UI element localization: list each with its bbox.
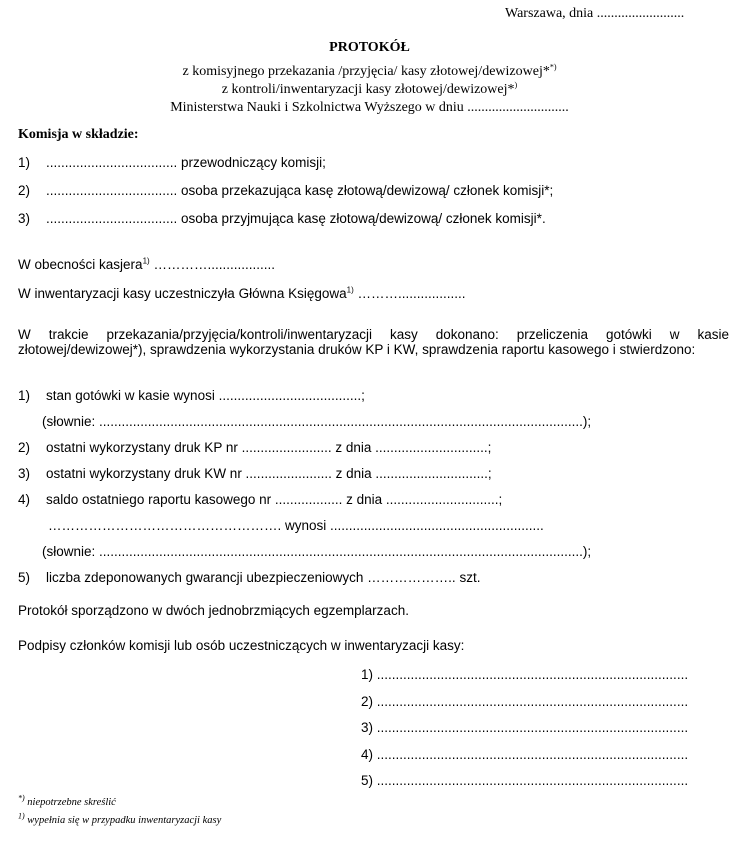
finding-2-text: ostatni wykorzystany druk KP nr ........................ z dnia ..............................; <box>46 440 492 455</box>
commission-heading: Komisja w składzie: <box>18 127 139 142</box>
accountant-label: W inwentaryzacji kasy uczestniczyła Główna Księgowa <box>18 286 347 301</box>
finding-4 <box>18 492 738 510</box>
finding-1-number: 1) <box>18 388 31 403</box>
subtitle-line-2-sup: ) <box>514 80 518 90</box>
subtitle-line-1 <box>0 64 739 80</box>
footnote-1-mark: *) <box>18 793 25 803</box>
signature-line-5: 5) ................................................................................... <box>361 773 689 788</box>
finding-2-number: 2) <box>18 440 31 455</box>
finding-4-words <box>18 544 738 562</box>
footnote-2-mark: 1) <box>18 811 25 821</box>
finding-1-words <box>18 414 738 432</box>
signature-line-1: 1) ................................................................................... <box>361 667 689 682</box>
subtitle-line-1-text: z komisyjnego przekazania /przyjęcia/ kasy złotowej/dewizowej* <box>182 64 550 79</box>
member-2-number: 2) <box>18 183 31 198</box>
finding-4-amount-text: ……………………………………………. wynosi ......................................................... <box>48 518 544 533</box>
finding-3-number: 3) <box>18 466 31 481</box>
finding-1 <box>18 388 738 406</box>
accountant-presence <box>18 286 466 301</box>
finding-1-words-text: (słownie: .................................................................................................................................); <box>42 414 592 429</box>
commission-member-1 <box>18 155 738 173</box>
finding-1-text: stan gotówki w kasie wynosi ......................................; <box>46 388 365 403</box>
finding-2 <box>18 440 738 458</box>
member-3-tail: . <box>541 211 546 226</box>
signature-line-3: 3) ................................................................................... <box>361 720 689 735</box>
member-2-tail: ; <box>549 183 554 198</box>
signature-line-4: 4) ................................................................................... <box>361 747 689 762</box>
copies-note: Protokół sporządzono w dwóch jednobrzmiących egzemplarzach. <box>18 603 409 618</box>
member-1-number: 1) <box>18 155 31 170</box>
subtitle-line-2-text: z kontroli/inwentaryzacji kasy złotowej/dewizowej* <box>221 82 515 97</box>
finding-5-number: 5) <box>18 570 31 585</box>
accountant-sup: 1) <box>346 285 354 295</box>
signature-line-2: 2) ................................................................................... <box>361 694 689 709</box>
commission-member-2 <box>18 183 738 201</box>
place-date: Warszawa, dnia ......................... <box>505 6 685 21</box>
footnote-1-text: niepotrzebne skreślić <box>24 797 116 808</box>
cashier-sup: 1) <box>142 256 150 266</box>
member-1-text: ................................... przewodniczący komisji; <box>46 155 326 170</box>
footnote-2-text: wypełnia się w przypadku inwentaryzacji kasy <box>24 815 222 826</box>
document-title: PROTOKÓŁ <box>329 40 410 55</box>
footnote-2 <box>18 811 222 826</box>
finding-4-amount <box>18 518 738 536</box>
finding-3-text: ostatni wykorzystany druk KW nr ....................... z dnia ..............................; <box>46 466 492 481</box>
finding-5 <box>18 570 738 588</box>
commission-member-3 <box>18 211 738 229</box>
subtitle-line-3-text: Ministerstwa Nauki i Szkolnictwa Wyższego w dniu ............................. <box>170 100 569 115</box>
member-3-text: ................................... osoba przyjmująca kasę złotową/dewizową/ członek komisji* <box>46 211 542 226</box>
finding-4-number: 4) <box>18 492 31 507</box>
cashier-presence <box>18 257 275 272</box>
signatures-label: Podpisy członków komisji lub osób uczestniczących w inwentaryzacji kasy: <box>18 638 465 653</box>
subtitle-line-1-sup: *) <box>549 62 557 72</box>
subtitle-line-2 <box>0 82 739 98</box>
intro-paragraph: W trakcie przekazania/przyjęcia/kontroli/inwentaryzacji kasy dokonano: przeliczenia gotówki w kasie złotowej/dewizowej*), sprawdzenia wykorzystania druków KP i KW, sprawdzenia raportu kasowego i stwierdzono: <box>18 327 729 357</box>
cashier-dots: ………….................. <box>149 257 275 272</box>
cashier-label: W obecności kasjera <box>18 257 143 272</box>
finding-5-text: liczba zdeponowanych gwarancji ubezpieczeniowych ……………….. szt. <box>46 570 481 585</box>
footnote-1 <box>18 793 116 808</box>
member-2-text: ................................... osoba przekazująca kasę złotową/dewizową/ członek komisji* <box>46 183 550 198</box>
finding-4-text: saldo ostatniego raportu kasowego nr .................. z dnia ..............................; <box>46 492 503 507</box>
finding-3 <box>18 466 738 484</box>
finding-4-words-text: (słownie: .................................................................................................................................); <box>42 544 592 559</box>
accountant-dots: ……….................. <box>353 286 466 301</box>
member-3-number: 3) <box>18 211 31 226</box>
subtitle-line-3 <box>0 100 739 116</box>
